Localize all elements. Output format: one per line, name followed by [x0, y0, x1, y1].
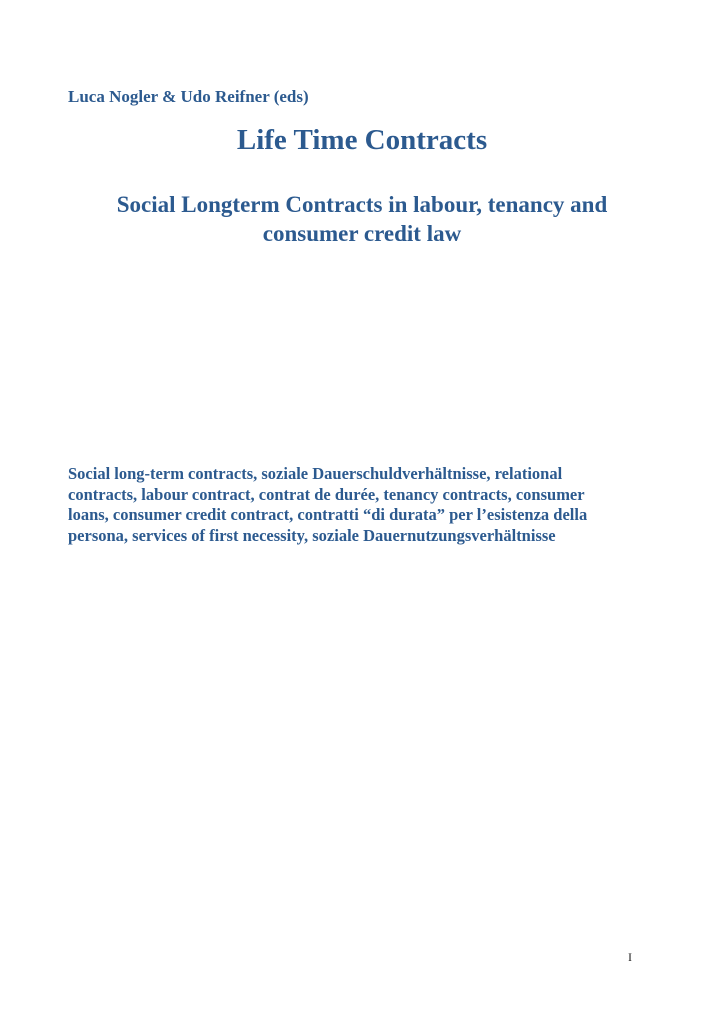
- keywords-line-1: Social long-term contracts, soziale Dauerschuldverhältnisse, relational: [68, 464, 563, 483]
- subtitle-line-2: consumer credit law: [262, 221, 462, 246]
- keywords-line-4: persona, services of first necessity, soziale Dauernutzungsverhältnisse: [68, 525, 556, 545]
- keywords-paragraph: [68, 464, 668, 546]
- keywords-line-2: contracts, labour contract, contrat de durée, tenancy contracts, consumer: [68, 484, 585, 504]
- book-subtitle: [70, 190, 654, 248]
- keywords-line-3: loans, consumer credit contract, contratti “di durata” per l’esistenza della: [68, 505, 588, 524]
- subtitle-line-1: Social Longterm Contracts in labour, tenancy and: [116, 192, 608, 217]
- book-title: Life Time Contracts: [236, 124, 488, 156]
- page-number: I: [628, 950, 632, 964]
- editors-line: Luca Nogler & Udo Reifner (eds): [68, 87, 309, 106]
